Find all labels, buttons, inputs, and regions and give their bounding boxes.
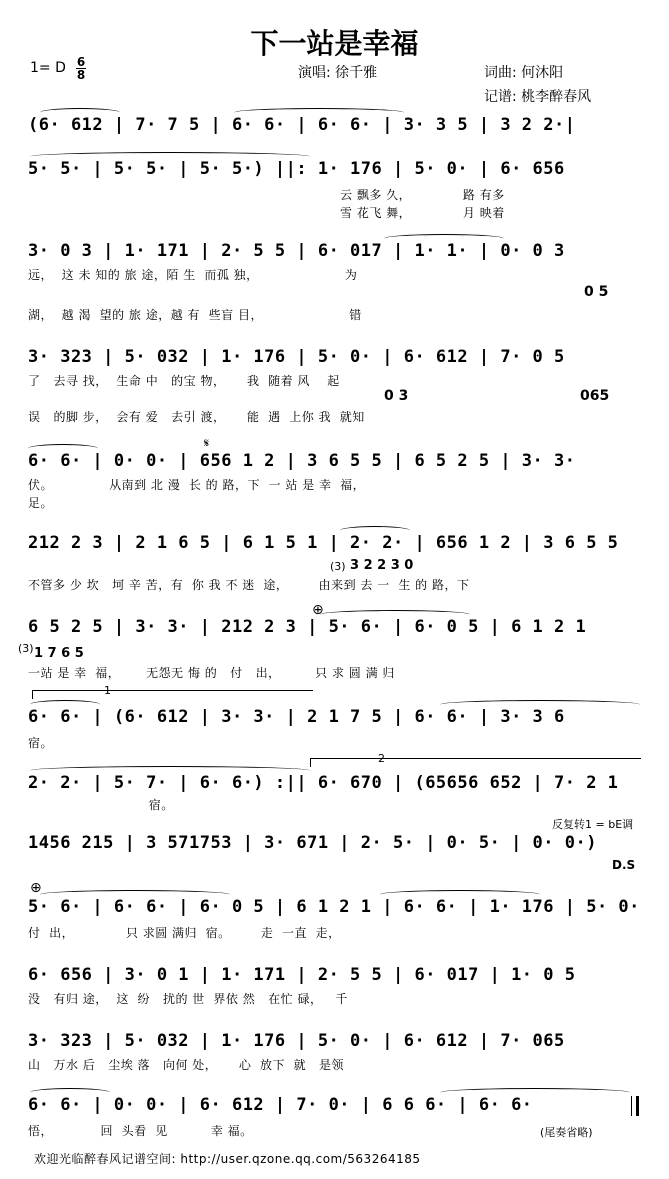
transcriber-credit: 记谱: 桃李醉春风 bbox=[484, 89, 592, 105]
meter-top: 6 bbox=[76, 55, 86, 69]
lyrics-verse-1: 山 万水 后 尘埃 落 向何 处， 心 放下 就 是领 bbox=[28, 1058, 345, 1072]
song-title: 下一站是幸福 bbox=[250, 27, 419, 60]
lyrics-verse-1: 远， 这 未 知的 旅 途，陌 生 而孤 独， 为 bbox=[28, 268, 358, 282]
lyrics-verse-1: 云 飘多 久， 路 有多 bbox=[340, 188, 505, 202]
notation-line: 5· 5· | 5· 5· | 5· 5·) ||: 1· 176 | 5· 0· | 6· 656 bbox=[28, 159, 565, 179]
lower-voice-note: 0 5 bbox=[584, 284, 609, 300]
lyrics-verse-2: 足。 bbox=[28, 496, 54, 510]
lyrics-verse-1: 不管多 少 坎 坷 辛 苦，有 你 我 不 迷 途， 由来到 去 一 生 的 路，下 bbox=[28, 578, 470, 592]
lyrics-verse-1: 悟， 回 头看 见 幸 福。 bbox=[28, 1124, 253, 1138]
lower-voice-note: 065 bbox=[580, 388, 610, 404]
triplet-notes: 3 2 2 3 0 bbox=[350, 558, 414, 573]
notation-line: 3· 0 3 | 1· 171 | 2· 5 5 | 6· 017 | 1· 1· | 0· 0 3 bbox=[28, 241, 565, 261]
lyrics-verse-2: 湖， 越 渴 望的 旅 途，越 有 些盲 目， 错 bbox=[28, 308, 362, 322]
lyrics-verse-1: 伏。 从南到 北 漫 长 的 路，下 一 站 是 幸 福， bbox=[28, 478, 366, 492]
notation-line: 6· 656 | 3· 0 1 | 1· 171 | 2· 5 5 | 6· 017 | 1· 0 5 bbox=[28, 965, 576, 985]
final-barline bbox=[631, 1096, 639, 1116]
lyrics-verse-1: 了 去寻 找， 生命 中 的宝 物， 我 随着 风 起 bbox=[28, 374, 340, 388]
lyrics-verse-2: 误 的脚 步， 会有 爱 去引 渡， 能 遇 上你 我 就知 bbox=[28, 410, 365, 424]
dal-segno-mark: D.S bbox=[612, 858, 636, 872]
notation-line: 3· 323 | 5· 032 | 1· 176 | 5· 0· | 6· 612 | 7· 065 bbox=[28, 1031, 565, 1051]
segno-icon: 𝄋 bbox=[204, 436, 210, 450]
notation-line: 6 5 2 5 | 3· 3· | 212 2 3 | 5· 6· | 6· 0 5 | 6 1 2 1 bbox=[28, 617, 587, 637]
time-signature bbox=[76, 56, 86, 81]
volta-bracket-1 bbox=[32, 690, 313, 699]
notation-line: 6· 6· | (6· 612 | 3· 3· | 2 1 7 5 | 6· 6· | 3· 3 6 bbox=[28, 707, 565, 727]
footer-credit: 欢迎光临醉春风记谱空间: http://user.qzone.qq.com/563264185 bbox=[34, 1152, 421, 1166]
meter-bottom: 8 bbox=[76, 68, 86, 82]
lyrics-verse-2: 雪 花飞 舞， 月 映着 bbox=[340, 206, 505, 220]
notation-line: 6· 6· | 0· 0· | 656 1 2 | 3 6 5 5 | 6 5 2 5 | 3· 3· bbox=[28, 451, 576, 471]
lyrics-music-credit: 词曲: 何沐阳 bbox=[484, 65, 564, 81]
notation-line: 3· 323 | 5· 032 | 1· 176 | 5· 0· | 6· 612 | 7· 0 5 bbox=[28, 347, 565, 367]
lyrics-verse-1: 付 出， 只 求圆 满归 宿。 走 一直 走， bbox=[28, 926, 341, 940]
triplet-marker: (3) bbox=[18, 642, 34, 655]
lower-voice-note: 0 3 bbox=[384, 388, 409, 404]
lyrics-verse-1: 没 有归 途， 这 纷 扰的 世 界依 然 在忙 碌， 千 bbox=[28, 992, 348, 1006]
singer: 演唱: 徐千雅 bbox=[298, 65, 378, 81]
volta-bracket-2 bbox=[310, 758, 641, 767]
coda-icon: ⊕ bbox=[30, 880, 42, 896]
lyrics-verse-1: 宿。 bbox=[28, 736, 54, 750]
notation-line: 2· 2· | 5· 7· | 6· 6·) :|| 6· 670 | (65656 652 | 7· 2 1 bbox=[28, 773, 619, 793]
triplet-marker: (3) bbox=[330, 560, 346, 573]
notation-line: 1456 215 | 3 571753 | 3· 671 | 2· 5· | 0· 5· | 0· 0·) bbox=[28, 833, 597, 853]
ending-note: (尾奏省略) bbox=[540, 1126, 593, 1139]
modulation-note: 反复转1 = bE调 bbox=[552, 818, 634, 831]
key-signature: 1= D bbox=[30, 60, 66, 76]
lyrics-verse-1: 一站 是 幸 福， 无怨无 悔 的 付 出， 只 求 圆 满 归 bbox=[28, 666, 395, 680]
volta-2-label: 2 bbox=[378, 752, 385, 765]
notation-line: 5· 6· | 6· 6· | 6· 0 5 | 6 1 2 1 | 6· 6· | 1· 176 | 5· 0· bbox=[28, 897, 640, 917]
coda-icon: ⊕ bbox=[312, 602, 324, 618]
notation-line: 6· 6· | 0· 0· | 6· 612 | 7· 0· | 6 6 6· | 6· 6· bbox=[28, 1095, 533, 1115]
lyrics-verse-1: 宿。 bbox=[28, 798, 174, 812]
notation-line: (6· 612 | 7· 7 5 | 6· 6· | 6· 6· | 3· 3 5 | 3 2 2·| bbox=[28, 115, 576, 135]
volta-1-label: 1 bbox=[104, 684, 111, 697]
notation-line: 212 2 3 | 2 1 6 5 | 6 1 5 1 | 2· 2· | 656 1 2 | 3 6 5 5 bbox=[28, 533, 619, 553]
triplet-notes: 1 7 6 5 bbox=[34, 646, 84, 661]
